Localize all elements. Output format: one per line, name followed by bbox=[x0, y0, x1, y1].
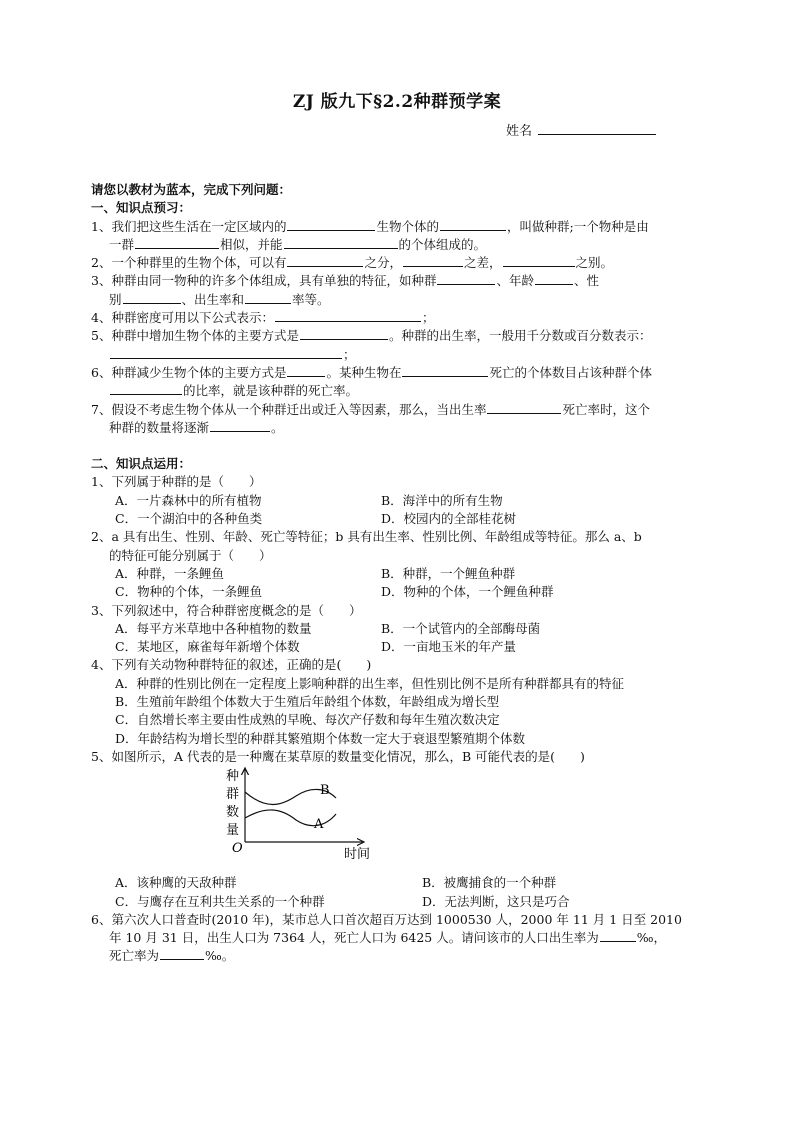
s2-q1-options-cd bbox=[91, 510, 706, 528]
s1-q6-line2 bbox=[91, 382, 706, 400]
text: 率等。 bbox=[292, 291, 330, 307]
s2-q5-options-ab bbox=[91, 874, 706, 892]
text: ，叫做种群;一个物种是由 bbox=[506, 218, 649, 234]
s1-q3-line1 bbox=[91, 272, 706, 290]
population-graph bbox=[91, 766, 706, 874]
text: 1、我们把这些生活在一定区域内的 bbox=[91, 218, 287, 234]
text: 、性 bbox=[573, 273, 599, 289]
blank[interactable] bbox=[245, 291, 291, 304]
s1-q4 bbox=[91, 309, 706, 327]
text: 5、种群中增加生物个体的主要方式是 bbox=[91, 328, 299, 344]
s2-q1-stem: 1、下列属于种群的是（ ） bbox=[91, 474, 262, 490]
text: 一群 bbox=[109, 236, 135, 252]
s1-q2 bbox=[91, 254, 706, 272]
s2-q1-options-ab bbox=[91, 492, 706, 510]
option-a[interactable]: A．每平方米草地中各种植物的数量 bbox=[115, 620, 312, 636]
option-d[interactable]: D．一亩地玉米的年产量 bbox=[381, 639, 517, 655]
text: 6、种群减少生物个体的主要方式是 bbox=[91, 364, 287, 380]
text: ； bbox=[343, 346, 356, 362]
option-a[interactable]: A．该种鹰的天敌种群 bbox=[115, 875, 237, 891]
blank[interactable] bbox=[287, 364, 325, 377]
text: 、年龄 bbox=[496, 273, 534, 289]
option-d[interactable]: D．年龄结构为增长型的种群其繁殖期个体数一定大于衰退型繁殖期个体数 bbox=[115, 730, 526, 746]
option-c[interactable]: C．物种的个体，一条鲤鱼 bbox=[115, 584, 263, 600]
blank[interactable] bbox=[437, 272, 495, 285]
blank[interactable] bbox=[135, 236, 219, 249]
y-label-1: 种 bbox=[226, 769, 240, 785]
s2-q6-line3 bbox=[91, 947, 706, 965]
s2-q3-options-cd bbox=[91, 638, 706, 656]
text: 。某种生物在 bbox=[326, 364, 402, 380]
blank[interactable] bbox=[600, 929, 636, 942]
option-c[interactable]: C．某地区，麻雀每年新增个体数 bbox=[115, 639, 300, 655]
text: 之别。 bbox=[575, 255, 614, 271]
curve-a-label: A bbox=[314, 817, 324, 833]
option-a[interactable]: A．一片森林中的所有植物 bbox=[115, 492, 262, 508]
section2-heading: 二、知识点运用： bbox=[91, 456, 192, 472]
page-title: ZJ 版九下§2.2种群预学案 bbox=[292, 92, 502, 112]
s1-q1-line1 bbox=[91, 218, 706, 236]
text: 的个体组成的。 bbox=[398, 236, 487, 252]
blank[interactable] bbox=[275, 309, 421, 322]
text: 2、一个种群里的生物个体，可以有 bbox=[91, 255, 287, 271]
s1-q1-line2 bbox=[91, 236, 706, 254]
text: 之差， bbox=[463, 255, 502, 271]
text: 种群的数量将逐渐 bbox=[109, 419, 210, 435]
text: 死亡的个体数目占该种群个体 bbox=[489, 364, 652, 380]
blank[interactable] bbox=[160, 947, 204, 960]
option-c[interactable]: C．一个湖泊中的各种鱼类 bbox=[115, 511, 263, 527]
blank[interactable] bbox=[503, 254, 575, 267]
name-label: 姓名 bbox=[506, 124, 533, 139]
worksheet-body bbox=[91, 181, 706, 966]
option-c[interactable]: C．与鹰存在互利共生关系的一个种群 bbox=[115, 893, 325, 909]
blank[interactable] bbox=[402, 364, 488, 377]
s2-q6-line1: 6、第六次人口普查时(2010 年)，某市总人口首次超百万达到 1000530 人，2000 年 11 月 1 日至 2010 bbox=[91, 911, 682, 927]
origin-label: O bbox=[232, 841, 243, 857]
option-a[interactable]: A．种群的性别比例在一定程度上影响种群的出生率，但性别比例不是所有种群都具有的特征 bbox=[115, 675, 625, 691]
text: 相似，并能 bbox=[220, 236, 283, 252]
blank[interactable] bbox=[110, 346, 342, 359]
text: 年 10 月 31 日，出生人口为 7364 人，死亡人口为 6425 人。请问该市的人口出生率为 bbox=[109, 930, 599, 946]
option-b[interactable]: B．海洋中的所有生物 bbox=[381, 492, 503, 508]
option-c[interactable]: C．自然增长率主要由性成熟的早晚、每次产仔数和每年生殖次数决定 bbox=[115, 712, 500, 728]
blank[interactable] bbox=[110, 382, 182, 395]
blank[interactable] bbox=[123, 291, 181, 304]
s1-q5-line1 bbox=[91, 327, 706, 345]
s2-q6-line2 bbox=[91, 929, 706, 947]
s2-q3-options-ab bbox=[91, 620, 706, 638]
option-d[interactable]: D．无法判断，这只是巧合 bbox=[422, 893, 570, 909]
s2-q2-stem-1: 2、a 具有出生、性别、年龄、死亡等特征；b 具有出生率、性别比例、年龄组成等特征。那么 a、b bbox=[91, 529, 642, 545]
y-label-3: 数 bbox=[226, 805, 240, 821]
s2-q3-stem: 3、下列叙述中，符合种群密度概念的是（ ） bbox=[91, 602, 362, 618]
s2-q2-options-cd bbox=[91, 583, 706, 601]
text: 、出生率和 bbox=[181, 291, 245, 307]
option-a[interactable]: A．种群，一条鲤鱼 bbox=[115, 565, 225, 581]
text: 4、种群密度可用以下公式表示： bbox=[91, 310, 274, 326]
s2-q5-stem: 5、如图所示，A 代表的是一种鹰在某草原的数量变化情况，那么，B 可能代表的是( ) bbox=[91, 748, 585, 764]
text: 7、假设不考虑生物个体从一个种群迁出或迁入等因素，那么，当出生率 bbox=[91, 401, 487, 417]
s1-q7-line2 bbox=[91, 419, 706, 437]
option-d[interactable]: D．校园内的全部桂花树 bbox=[381, 511, 517, 527]
blank[interactable] bbox=[440, 218, 506, 231]
x-label: 时间 bbox=[344, 847, 371, 863]
text: 。种群的出生率，一般用千分数或百分数表示： bbox=[388, 328, 652, 344]
text: 3、种群由同一物种的许多个体组成，具有单独的特征，如种群 bbox=[91, 273, 437, 289]
option-b[interactable]: B．一个试管内的全部酶母菌 bbox=[381, 620, 541, 636]
text: 生物个体的 bbox=[376, 218, 439, 234]
blank[interactable] bbox=[487, 401, 561, 414]
option-d[interactable]: D．物种的个体，一个鲤鱼种群 bbox=[381, 584, 554, 600]
population-graph-svg bbox=[226, 766, 396, 870]
name-blank[interactable] bbox=[538, 121, 656, 135]
y-label-4: 量 bbox=[226, 823, 240, 839]
s2-q4-stem: 4、下列有关动物种群特征的叙述，正确的是( ) bbox=[91, 657, 372, 673]
s1-q5-line2 bbox=[91, 346, 706, 364]
text: 之分， bbox=[364, 255, 402, 271]
s1-q6-line1 bbox=[91, 364, 706, 382]
section1-heading: 一、知识点预习： bbox=[91, 200, 192, 216]
y-label-2: 群 bbox=[226, 787, 240, 803]
blank[interactable] bbox=[287, 254, 363, 267]
blank[interactable] bbox=[284, 236, 398, 249]
option-b[interactable]: B．被鹰捕食的一个种群 bbox=[422, 875, 557, 891]
s1-q3-line2 bbox=[91, 291, 706, 309]
s2-q2-stem-2: 的特征可能分别属于（ ） bbox=[109, 547, 272, 563]
blank[interactable] bbox=[535, 272, 573, 285]
s2-q5-options-cd bbox=[91, 893, 706, 911]
text: 死亡率时，这个 bbox=[562, 401, 650, 417]
blank[interactable] bbox=[300, 327, 388, 340]
blank[interactable] bbox=[287, 218, 375, 231]
text: ‰， bbox=[636, 930, 667, 946]
text: 死亡率为 bbox=[109, 948, 160, 964]
curve-b-label: B bbox=[320, 783, 330, 799]
text: 。 bbox=[271, 419, 284, 435]
blank[interactable] bbox=[210, 419, 270, 432]
text: ‰。 bbox=[205, 948, 235, 964]
name-field bbox=[506, 120, 656, 139]
option-b[interactable]: B．种群，一个鲤鱼种群 bbox=[381, 565, 516, 581]
intro: 请您以教材为蓝本，完成下列问题： bbox=[91, 182, 292, 197]
text: 的比率，就是该种群的死亡率。 bbox=[183, 383, 359, 399]
blank[interactable] bbox=[403, 254, 463, 267]
text: 别 bbox=[109, 291, 122, 307]
s1-q7-line1 bbox=[91, 401, 706, 419]
option-b[interactable]: B．生殖前年龄组个体数大于生殖后年龄组个体数，年龄组成为增长型 bbox=[115, 694, 500, 710]
text: ； bbox=[421, 310, 435, 326]
s2-q2-options-ab bbox=[91, 565, 706, 583]
